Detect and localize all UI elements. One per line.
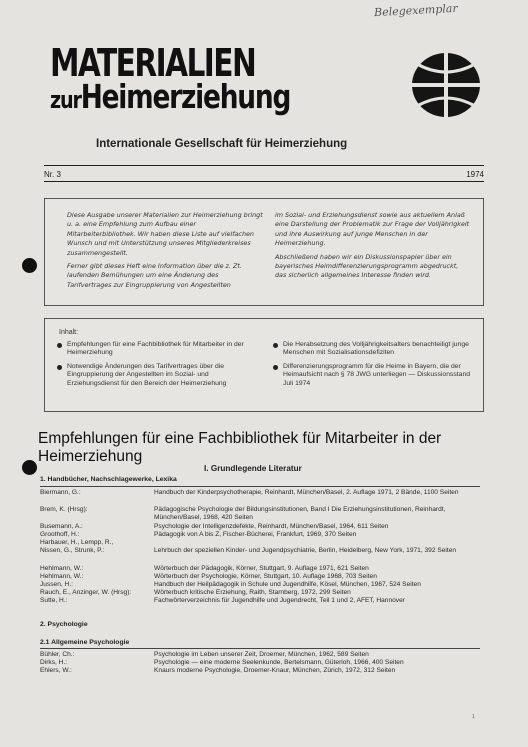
bib-author: Bühler, Ch.: — [40, 651, 75, 658]
intro-paragraph: Abschließend haben wir ein Diskussionspapier über ein bayerisches Heimdifferenzierungsprogramm abgedruckt, das sicherlich allgemeines Interesse finden wird. — [275, 252, 459, 280]
bib-work: Handbuch der Heilpädagogik in Schule und Jugendhilfe, Kösel, München, 1967, 524 Seiten — [154, 581, 421, 588]
title-line-2 — [50, 77, 350, 117]
issue-rule — [44, 181, 484, 182]
issue-number: Nr. 3 — [44, 170, 61, 179]
bib-author: Nissen, G., Strunk, P.: — [40, 547, 105, 554]
section-rule — [40, 486, 480, 487]
bib-work: Knaurs moderne Psychologie, Droemer-Knaur, München, Zürich, 1972, 312 Seiten — [154, 667, 396, 674]
header-rule — [44, 165, 484, 166]
intro-paragraph: Ferner gibt dieses Heft eine Information über die z. Zt. laufenden Bemühungen um eine Änderung des Tarifvertrages zur Eingruppierung von Angestellten — [67, 262, 242, 289]
bib-author: Harbauer, H., Lempp, R., — [40, 539, 114, 546]
bib-author: Brem, K. (Hrsg): — [40, 506, 88, 513]
masthead — [50, 41, 350, 117]
intro-box — [44, 198, 484, 306]
bib-work: Handbuch der Kinderpsychotherapie, Reinhardt, München/Basel, 2. Auflage 1971, 2 Bände, 1100 Seiten — [154, 489, 459, 496]
contents-box — [44, 318, 484, 412]
bib-author: Groothoff, H.: — [40, 531, 80, 538]
punch-hole — [22, 460, 37, 475]
bib-author: Jussen, H.: — [40, 581, 73, 588]
bib-work: Pädagogik von A bis Z, Fischer-Bücherei, Frankfurt, 1969, 370 Seiten — [154, 531, 357, 538]
contents-item: Notwendige Änderungen des Tarifvertrages über die Eingruppierung der Angestellten im Sozial- und Erziehungsdienst für den Bereich der Heimerziehung — [57, 363, 257, 388]
organization-subtitle: Internationale Gesellschaft für Heimerziehung — [96, 138, 348, 150]
intro-right-column — [275, 211, 471, 285]
page-mark: 1 — [472, 714, 475, 720]
bib-author: Sutte, H.: — [40, 597, 68, 604]
bib-work: Wörterbuch kritische Erziehung, Raith, Starnberg, 1972, 299 Seiten — [154, 589, 351, 596]
contents-item: Die Herabsetzung des Volljährigkeitsalters benachteiligt junge Menschen mit Sozialisationsdefiziten — [273, 341, 473, 358]
title-line-2-text — [50, 77, 291, 117]
intro-paragraph: im Sozial- und Erziehungsdienst sowie aus aktuellem Anlaß eine Darstellung der Problematik zur Frage der Volljährigkeit und ihre Auswirkung auf junge Menschen in der Heimerziehung. — [275, 211, 470, 248]
intro-paragraph: Diese Ausgabe unserer Materialien zur Heimerziehung bringt u. a. eine Empfehlung zum Aufbau einer Mitarbeiterbibliothek. Wir haben diese Liste auf vielfachen Wunsch und mit Unterstützung unseres Mitgliederkreises zusammengestellt. — [67, 211, 263, 257]
subsection-heading: 2. Psychologie — [40, 621, 88, 628]
contents-item: Differenzierungsprogramm für die Heime in Bayern, die der Heimaufsicht nach § 78 JWG unterliegen — Diskussionsstand Juli 1974 — [273, 363, 473, 388]
bib-author: Biermann, G.: — [40, 489, 81, 496]
globe-logo-icon — [409, 50, 483, 120]
bib-work: Wörterbuch der Pädagogik, Körner, Stuttgart, 9. Auflage 1971, 621 Seiten — [154, 565, 369, 572]
bib-author: Ehlers, W.: — [40, 667, 72, 674]
contents-label: Inhalt: — [59, 329, 79, 336]
title-heimerziehung: Heimerziehung — [80, 77, 291, 116]
bib-work: Wörterbuch der Psychologie, Körner, Stuttgart, 10. Auflage 1968, 703 Seiten — [154, 573, 377, 580]
bib-work: Psychologie — eine moderne Seelenkunde, Bertelsmann, Güterloh, 1966, 400 Seiten — [154, 659, 404, 666]
bib-author: Dirks, H.: — [40, 659, 68, 666]
title-line-1: MATERIALIEN — [50, 41, 256, 85]
bib-work: Psychologie im Leben unserer Zeit, Droemer, München, 1962, 589 Seiten — [154, 651, 369, 658]
bib-author: Hehlmann, W.: — [40, 565, 84, 572]
bibliography-heading: Empfehlungen für eine Fachbibliothek für Mitarbeiter in der Heimerziehung — [38, 430, 442, 465]
handwritten-note: Belegexemplar — [373, 1, 458, 20]
bib-work: Psychologie der Intelligenzdefekte, Reinhardt, München/Basel, 1964, 611 Seiten — [154, 523, 389, 530]
contents-list-right — [273, 341, 473, 393]
bib-work: Lehrbuch der speziellen Kinder- und Jugendpsychiatrie, Berlin, Heidelberg, New York, 1971, 392 Seiten — [154, 547, 457, 554]
bib-author: Rauch, E., Anzinger, W. (Hrsg): — [40, 589, 132, 596]
title-zur: zur — [50, 86, 81, 114]
section-heading: I. Grundlegende Literatur — [204, 464, 302, 473]
section-rule — [40, 648, 480, 649]
bib-work: Pädagogische Psychologie der Bildungsinstitutionen, Band I Die Erziehungsinstitutionen, Reinhardt, München/Basel, 1968, 420 Seiten — [154, 506, 446, 522]
bib-work: Fachwörterverzeichnis für Jugendhilfe und Jugendrecht, Teil 1 und 2, AFET, Hannover — [154, 597, 405, 604]
subsection-heading: 2.1 Allgemeine Psychologie — [40, 639, 130, 646]
bib-author: Hehlmann, W.: — [40, 573, 84, 580]
contents-item: Empfehlungen für eine Fachbibliothek für Mitarbeiter in der Heimerziehung — [57, 341, 257, 358]
bib-author: Busemann, A.: — [40, 523, 83, 530]
contents-list-left — [57, 341, 257, 393]
intro-left-column — [67, 211, 263, 294]
subsection-heading: 1. Handbücher, Nachschlagewerke, Lexika — [40, 476, 177, 483]
punch-hole — [22, 258, 37, 273]
issue-year: 1974 — [466, 170, 484, 179]
